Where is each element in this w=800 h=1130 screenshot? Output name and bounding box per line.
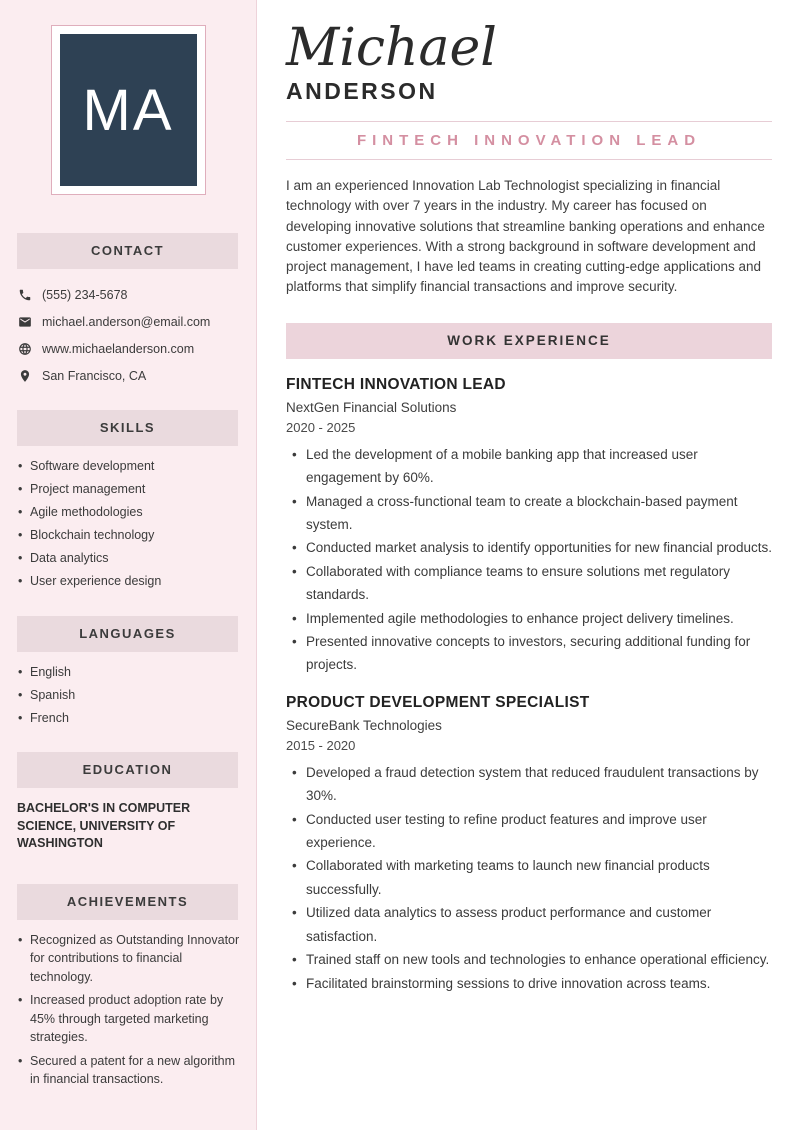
- email-icon: [18, 315, 32, 329]
- languages-section: [0, 616, 256, 730]
- job-bullet: • Utilized data analytics to assess product performance and customer satisfaction.: [292, 901, 772, 948]
- professional-summary: I am an experienced Innovation Lab Technologist specializing in financial technology with over 7 years in the industry. My career has focused on developing innovative solutions that streamline banking operations and enhance customer experiences. With a strong background in software development and project management, I have led teams in creating cutting-edge applications and platforms that simplify financial transactions and improve security.: [286, 178, 765, 295]
- language-item: • French: [18, 707, 246, 730]
- globe-icon: [18, 342, 32, 356]
- job-bullet: • Managed a cross-functional team to create a blockchain-based payment system.: [292, 490, 772, 537]
- contact-website-text: www.michaelanderson.com: [42, 341, 195, 356]
- contact-list: [0, 281, 256, 389]
- job-title-block: [286, 121, 772, 160]
- job-bullet: • Conducted user testing to refine product features and improve user experience.: [292, 808, 772, 855]
- language-item: • Spanish: [18, 684, 246, 707]
- job-bullet: • Conducted market analysis to identify opportunities for new financial products.: [292, 536, 772, 559]
- job-dates: 2020 - 2025: [286, 419, 356, 435]
- achievements-list: [0, 931, 256, 1089]
- monogram-initials: MA: [60, 34, 197, 186]
- job-bullet: • Collaborated with marketing teams to launch new financial products successfully.: [292, 854, 772, 901]
- contact-heading: CONTACT: [17, 233, 238, 269]
- achievement-item: • Recognized as Outstanding Innovator for contributions to financial technology.: [18, 931, 246, 987]
- job-bullet: • Implemented agile methodologies to enhance project delivery timelines.: [292, 607, 772, 630]
- job-bullet: • Developed a fraud detection system that reduced fraudulent transactions by 30%.: [292, 761, 772, 808]
- skill-item: • User experience design: [18, 570, 246, 593]
- job-entry: [286, 694, 772, 995]
- languages-list: [0, 661, 256, 730]
- contact-email-text: michael.anderson@email.com: [42, 314, 211, 329]
- skills-heading: SKILLS: [17, 410, 238, 446]
- job-title: FINTECH INNOVATION LEAD: [356, 132, 702, 149]
- job-bullet: • Trained staff on new tools and technologies to enhance operational efficiency.: [292, 948, 772, 971]
- job-role: FINTECH INNOVATION LEAD: [286, 375, 506, 393]
- first-name: Michael: [286, 18, 497, 78]
- skills-section: [0, 410, 256, 593]
- achievements-section: [0, 884, 256, 1089]
- skill-item: • Agile methodologies: [18, 501, 246, 524]
- job-role: PRODUCT DEVELOPMENT SPECIALIST: [286, 693, 590, 711]
- job-company: NextGen Financial Solutions: [286, 399, 457, 415]
- achievement-item: • Secured a patent for a new algorithm in financial transactions.: [18, 1052, 246, 1089]
- education-degree: BACHELOR'S IN COMPUTER SCIENCE, UNIVERSITY OF WASHINGTON: [17, 801, 191, 850]
- job-bullet: • Led the development of a mobile banking app that increased user engagement by 60%.: [292, 443, 772, 490]
- job-bullet-list: [286, 443, 772, 677]
- work-experience-heading: WORK EXPERIENCE: [286, 323, 772, 359]
- language-item: • English: [18, 661, 246, 684]
- sidebar: [0, 0, 257, 1130]
- job-company: SecureBank Technologies: [286, 717, 442, 733]
- education-section: [0, 752, 256, 853]
- job-bullet: • Collaborated with compliance teams to ensure solutions met regulatory standards.: [292, 560, 772, 607]
- phone-icon: [18, 288, 32, 302]
- contact-item-phone: [18, 281, 244, 308]
- divider: [286, 159, 772, 160]
- achievement-item: • Increased product adoption rate by 45% through targeted marketing strategies.: [18, 991, 246, 1047]
- languages-heading: LANGUAGES: [17, 616, 238, 652]
- skill-item: • Blockchain technology: [18, 524, 246, 547]
- education-heading: EDUCATION: [17, 752, 238, 788]
- contact-item-location: [18, 362, 244, 389]
- job-bullet: • Facilitated brainstorming sessions to drive innovation across teams.: [292, 972, 772, 995]
- skill-item: • Data analytics: [18, 547, 246, 570]
- skill-item: • Project management: [18, 478, 246, 501]
- last-name: ANDERSON: [286, 78, 438, 104]
- job-entry: [286, 376, 772, 677]
- job-dates: 2015 - 2020: [286, 737, 356, 753]
- job-bullet-list: [286, 761, 772, 995]
- skills-list: [0, 455, 256, 593]
- job-bullet: • Presented innovative concepts to investors, securing additional funding for projects.: [292, 630, 772, 677]
- monogram-frame: [51, 25, 206, 195]
- main-content: [257, 0, 800, 1130]
- location-icon: [18, 369, 32, 383]
- contact-item-email: [18, 308, 244, 335]
- contact-location-text: San Francisco, CA: [42, 368, 147, 383]
- skill-item: • Software development: [18, 455, 246, 478]
- contact-item-website: [18, 335, 244, 362]
- achievements-heading: ACHIEVEMENTS: [17, 884, 238, 920]
- contact-section: [0, 233, 256, 389]
- contact-phone-text: (555) 234-5678: [42, 287, 128, 302]
